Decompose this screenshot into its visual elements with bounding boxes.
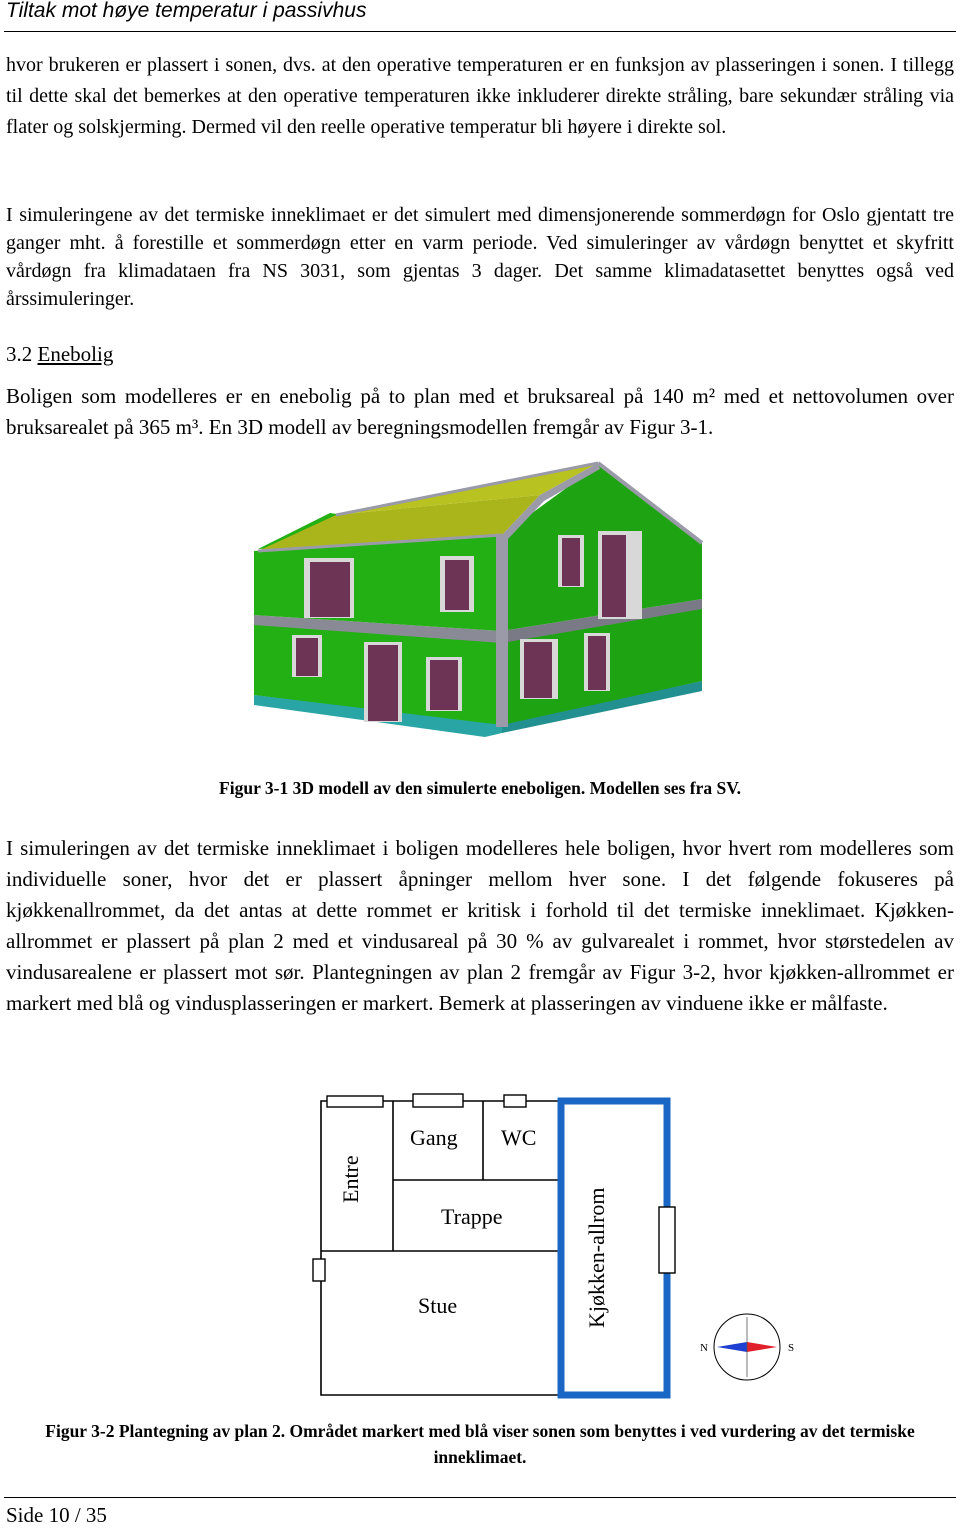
figure-3-1-caption: Figur 3-1 3D modell av den simulerte eneboligen. Modellen ses fra SV. — [219, 778, 741, 798]
door-glass — [368, 645, 398, 721]
compass-icon — [700, 1314, 794, 1380]
corner-post — [496, 533, 508, 727]
section-heading — [6, 340, 113, 368]
footer-rule — [4, 1497, 956, 1498]
window-marker — [659, 1207, 675, 1273]
window-marker — [413, 1094, 463, 1107]
window-marker — [327, 1096, 383, 1107]
compass-south-label: S — [788, 1342, 795, 1354]
compass-north-label: N — [700, 1342, 708, 1354]
section-title: Enebolig — [37, 342, 114, 366]
room-label-trappe: Trappe — [441, 1204, 503, 1229]
window-glass — [602, 535, 626, 617]
page-number: Side 10 / 35 — [6, 1503, 107, 1527]
window-glass — [588, 636, 606, 690]
window-glass — [562, 538, 580, 586]
house-3d-model-figure — [240, 455, 720, 760]
window-marker — [504, 1095, 526, 1107]
header-rule — [4, 31, 956, 32]
running-header: Tiltak mot høye temperatur i passivhus — [6, 0, 367, 22]
window-glass — [310, 562, 350, 617]
figure-3-2-caption: Figur 3-2 Plantegning av plan 2. Området markert med blå viser sonen som benyttes i ved vurdering av det termiske inneklimaet. — [45, 1421, 915, 1467]
paragraph-operative-temperature: hvor brukeren er plassert i sonen, dvs. at den operative temperaturen er en funksjon av plasseringen i sonen. I tillegg til dette skal det bemerkes at den operative temperaturen ikke inkluderer direkte stråling, bare sekundær stråling via flater og solskjerming. Dermed vil den reelle operative temperatur bli høyere i direkte sol. — [6, 54, 954, 138]
paragraph-simulation-climate: I simuleringene av det termiske inneklimaet er det simulert med dimensjonerende sommerdøgn for Oslo gjentatt tre ganger mht. å forestille et sommerdøgn etter en varm periode. Ved simuleringer av vårdøgn benyttet et skyfritt vårdøgn fra klimadataen fra NS 3031, som gjentas 3 dager. Det samme klimadatasettet benyttes også ved årssimuleringer. — [6, 204, 954, 310]
window-glass — [296, 638, 318, 676]
room-label-entre: Entre — [338, 1155, 363, 1203]
floor-plan-figure — [290, 1085, 810, 1405]
room-label-kitchen: Kjøkken-allrom — [584, 1187, 609, 1328]
kitchen-zone-highlight — [561, 1101, 667, 1395]
paragraph-house-description: Boligen som modelleres er en enebolig på to plan med et bruksareal på 140 m² med et nettovolumen over bruksarealet på 365 m³. En 3D modell av beregningsmodellen fremgår av Figur 3-1. — [6, 384, 954, 439]
paragraph-simulation-zones: I simuleringen av det termiske inneklimaet i boligen modelleres hele boligen, hvor hvert rom modelleres som individuelle soner, hvor det er plassert åpninger mellom hver sone. I det følgende fokuseres på kjøkkenallrommet, da det antas at dette rommet er kritisk i forhold til det termiske inneklimaet. Kjøkken-allrommet er plassert på plan 2 med et vindusareal på 30 % av gulvarealet i rommet, hvor størstedelen av vindusarealene er plassert mot sør. Plantegningen av plan 2 fremgår av Figur 3-2, hvor kjøkken-allrommet er markert med blå og vindusplasseringen er markert. Bemerk at plasseringen av vinduene ikke er målfaste. — [6, 836, 954, 1015]
window-glass — [445, 560, 469, 610]
window-glass — [430, 660, 458, 710]
room-label-stue: Stue — [418, 1293, 458, 1318]
room-label-gang: Gang — [410, 1125, 458, 1150]
window-glass — [524, 642, 552, 698]
room-label-wc: WC — [501, 1125, 537, 1150]
window-marker — [313, 1259, 325, 1281]
section-number: 3.2 — [6, 342, 33, 366]
